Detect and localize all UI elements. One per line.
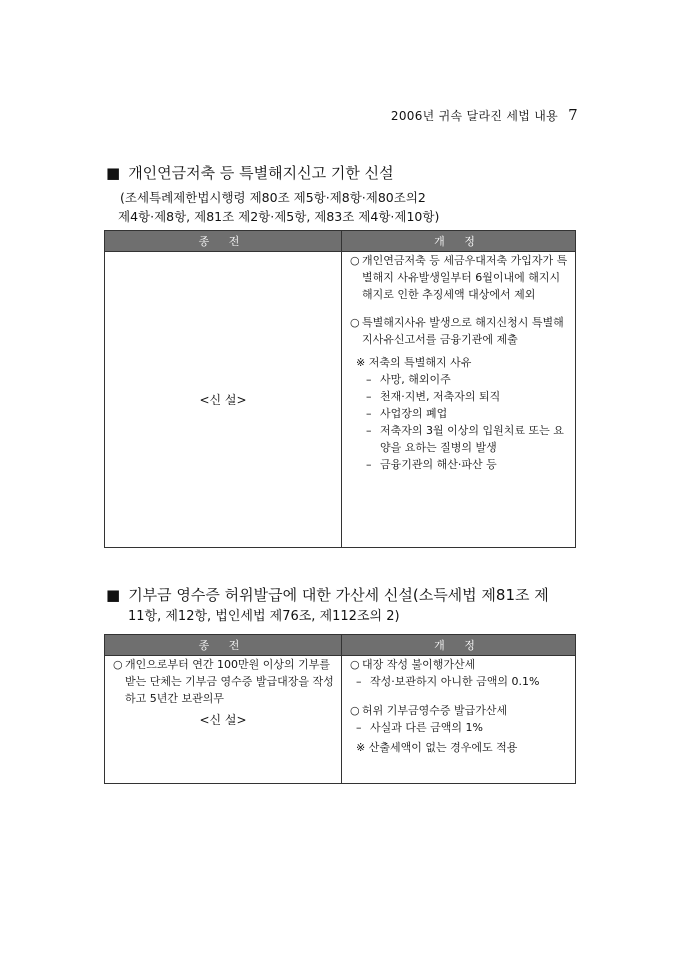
section1-reason: – 저축자의 3월 이상의 입원치료 또는 요양을 요하는 질병의 발생: [366, 424, 564, 454]
section1-reference: [120, 188, 580, 226]
circle-icon: ○: [350, 658, 360, 671]
section2-new-item2: ○ 허위 기부금영수증 발급가산세: [350, 704, 508, 717]
section2-old-cell: [105, 656, 342, 784]
section1-title: 개인연금저축 등 특별해지신고 기한 신설: [128, 164, 394, 182]
section1-old-cell: [105, 252, 342, 548]
section2-new-item1-detail: – 작성·보관하지 아니한 금액의 0.1%: [356, 675, 540, 688]
section2-table: [104, 634, 576, 784]
section2-new-cell: [342, 656, 576, 784]
section1-reason: – 금융기관의 해산·파산 등: [366, 458, 497, 471]
section2-heading: [106, 585, 586, 627]
section1-new-item1: ○ 개인연금저축 등 세금우대저축 가입자가 특별해지 사유발생일부터 6월이내에 해지시 해지로 인한 추징세액 대상에서 제외: [350, 254, 568, 301]
section1-head-new: 개 정: [342, 231, 576, 252]
dash-icon: –: [356, 675, 362, 688]
circle-icon: ○: [350, 704, 360, 717]
section2-new-note: ※ 산출세액이 없는 경우에도 적용: [356, 741, 518, 754]
section1-old-label: <신 설>: [199, 393, 247, 407]
dash-icon: –: [366, 458, 372, 471]
section1-head-old: 종 전: [105, 231, 342, 252]
section1-reason: – 사업장의 폐업: [366, 407, 448, 420]
dash-icon: –: [366, 407, 372, 420]
section1-reason: – 천재·지변, 저축자의 퇴직: [366, 390, 501, 403]
section2-title-line2: 11항, 제12항, 법인세법 제76조, 제112조의 2): [128, 609, 400, 624]
circle-icon: ○: [350, 316, 360, 329]
section1-bullet-icon: ■: [106, 164, 121, 182]
section1-reason: – 사망, 해외이주: [366, 373, 451, 386]
circle-icon: ○: [113, 658, 123, 671]
section2-head-old: 종 전: [105, 635, 342, 656]
section1-ref-line1: (조세특례제한법시행령 제80조 제5항·제8항·제80조의2: [120, 190, 426, 205]
section2-new-item2-detail: – 사실과 다른 금액의 1%: [356, 721, 483, 734]
dash-icon: –: [366, 373, 372, 386]
section2-new-item1: ○ 대장 작성 불이행가산세: [350, 658, 476, 671]
header-title: 2006년 귀속 달라진 세법 내용: [390, 109, 559, 123]
section1-heading: [106, 163, 394, 183]
page-number: 7: [568, 106, 578, 124]
section2-head-new: 개 정: [342, 635, 576, 656]
section2-old-item: ○ 개인으로부터 연간 100만원 이상의 기부를 받는 단체는 기부금 영수증 발급대장을 작성하고 5년간 보관의무: [113, 658, 334, 705]
circle-icon: ○: [350, 254, 360, 267]
section1-table: [104, 230, 576, 548]
section2-old-label: <신 설>: [199, 713, 247, 727]
running-header: [391, 106, 578, 124]
section1-new-item2: ○ 특별해지사유 발생으로 해지신청시 특별해지사유신고서를 금융기관에 제출: [350, 316, 564, 346]
section2-bullet-icon: ■: [106, 586, 121, 604]
dash-icon: –: [366, 390, 372, 403]
section2-title-line1: 기부금 영수증 허위발급에 대한 가산세 신설(소득세법 제81조 제: [128, 586, 549, 604]
dash-icon: –: [366, 424, 372, 437]
section1-new-cell: [342, 252, 576, 548]
section1-ref-line2: 제4항·제8항, 제81조 제2항·제5항, 제83조 제4항·제10항): [118, 209, 440, 224]
dash-icon: –: [356, 721, 362, 734]
section1-note-title: ※ 저축의 특별해지 사유: [356, 356, 472, 369]
